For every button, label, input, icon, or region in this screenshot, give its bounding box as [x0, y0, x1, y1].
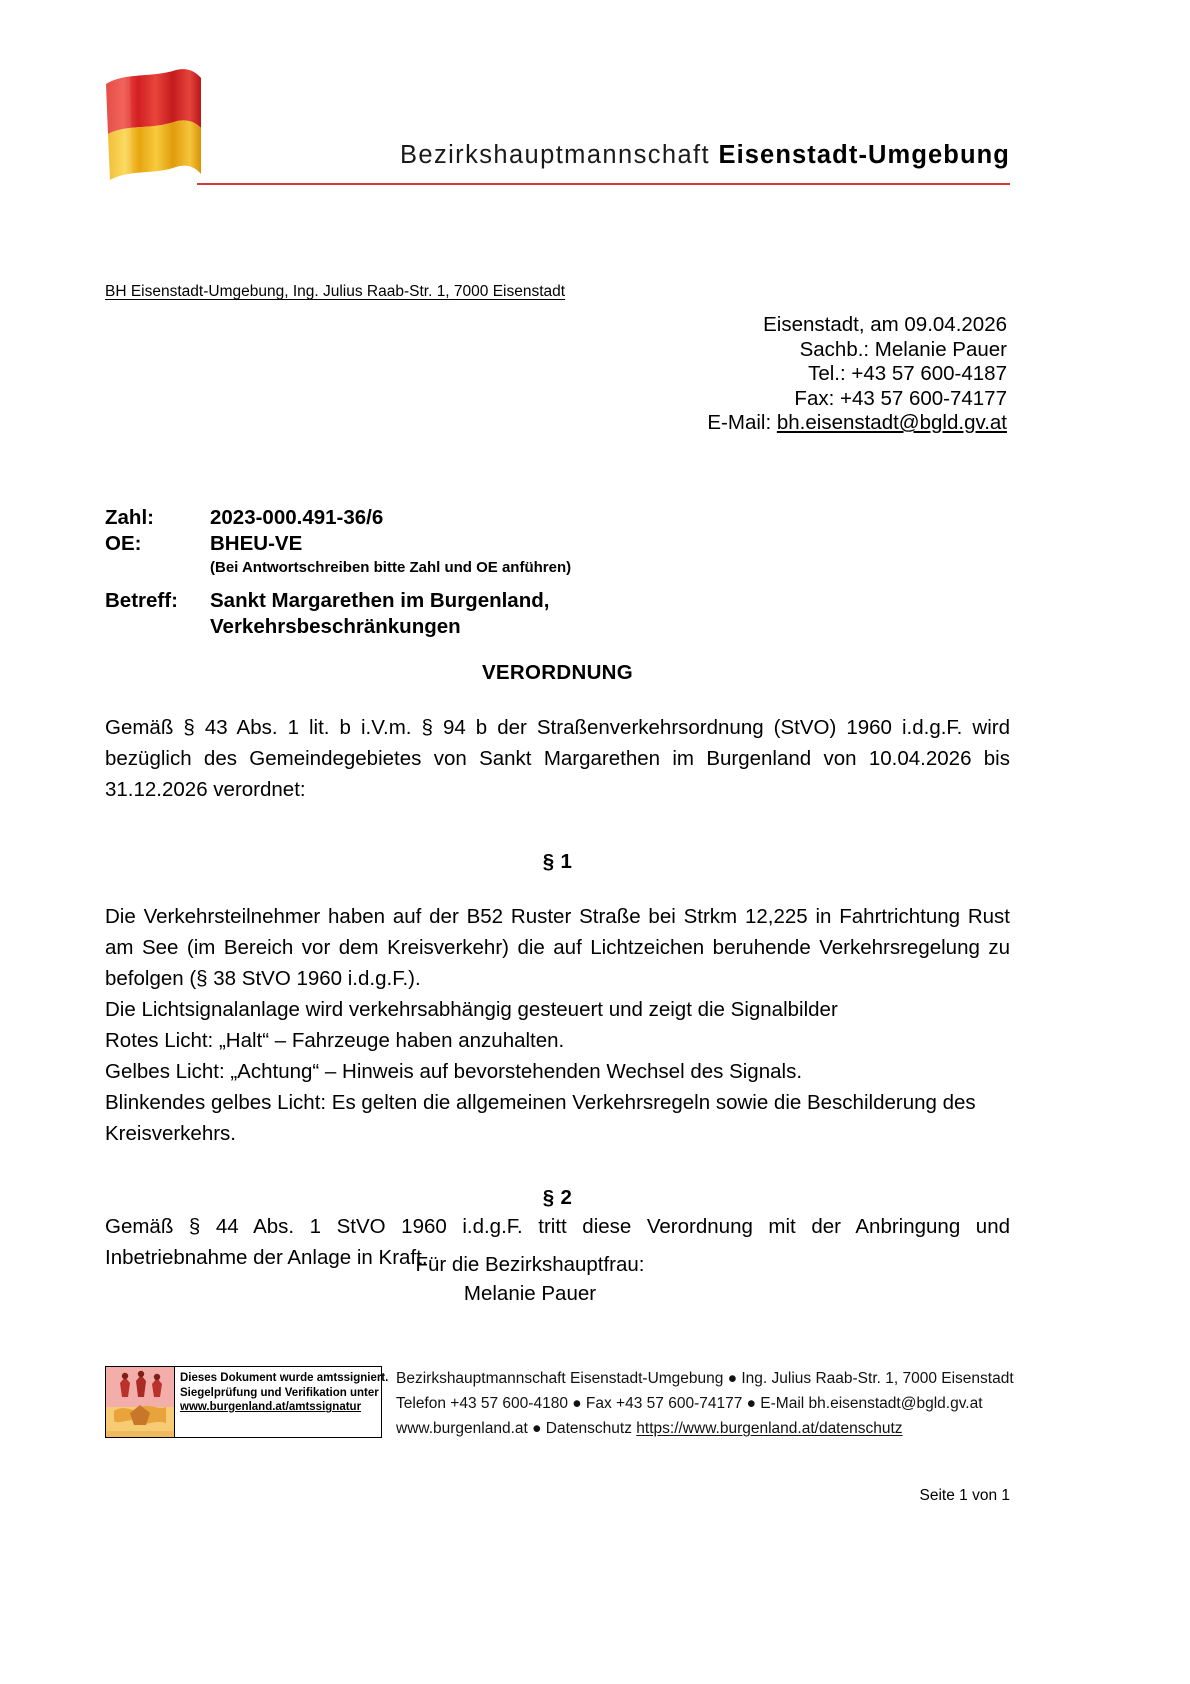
- footer-contact: [382, 1366, 1014, 1441]
- signal-line-blinking-yellow: Blinkendes gelbes Licht: Es gelten die allgemeinen Verkehrsregeln sowie die Beschilderung des Kreisverkehrs.: [105, 1091, 976, 1145]
- footer-contact-line-1: Bezirkshauptmannschaft Eisenstadt-Umgebung ● Ing. Julius Raab-Str. 1, 7000 Eisenstadt: [396, 1370, 1014, 1387]
- return-address: BH Eisenstadt-Umgebung, Ing. Julius Raab-Str. 1, 7000 Eisenstadt: [105, 283, 566, 300]
- footer-contact-line-3: [396, 1416, 1014, 1441]
- document-body: [105, 660, 1010, 1273]
- privacy-policy-link[interactable]: https://www.burgenland.at/datenschutz: [636, 1420, 903, 1437]
- zahl-label: Zahl:: [105, 506, 154, 529]
- signal-line-intro: Die Lichtsignalanlage wird verkehrsabhängig gesteuert und zeigt die Signalbilder: [105, 998, 838, 1021]
- signature-block: [0, 1250, 1060, 1308]
- signature-line-1: Für die Bezirkshauptfrau:: [415, 1253, 645, 1276]
- amtssignatur-line-1: Dieses Dokument wurde amtssigniert.: [180, 1372, 389, 1384]
- amtssignatur-text: [175, 1367, 392, 1437]
- email-link[interactable]: bh.eisenstadt@bgld.gv.at: [776, 411, 1007, 434]
- amtssignatur-line-3[interactable]: www.burgenland.at/amtssignatur: [180, 1401, 362, 1414]
- section-1-title: § 1: [542, 850, 573, 873]
- page-number: Seite 1 von 1: [919, 1487, 1010, 1504]
- phone-number: Tel.: +43 57 600-4187: [808, 362, 1007, 385]
- signature-line-2: Melanie Pauer: [463, 1282, 597, 1305]
- footer-website-text: www.burgenland.at ● Datenschutz: [396, 1420, 637, 1437]
- reference-row-zahl: [105, 505, 1005, 531]
- signal-line-yellow: Gelbes Licht: „Achtung“ – Hinweis auf bevorstehenden Wechsel des Signals.: [105, 1060, 803, 1083]
- betreff-label: Betreff:: [105, 589, 178, 612]
- signal-line-red: Rotes Licht: „Halt“ – Fahrzeuge haben anzuhalten.: [105, 1029, 565, 1052]
- clerk-name: Sachb.: Melanie Pauer: [799, 337, 1007, 361]
- footer-contact-line-2: Telefon +43 57 600-4180 ● Fax +43 57 600-74177 ● E-Mail bh.eisenstadt@bgld.gv.at: [396, 1395, 983, 1412]
- intro-paragraph: Gemäß § 43 Abs. 1 lit. b i.V.m. § 94 b der Straßenverkehrsordnung (StVO) 1960 i.d.g.F. wird bezüglich des Gemeindegebietes von Sankt Margarethen im Burgenland von 10.04.2026 bis 31.12.2026 verordnet:: [105, 716, 1010, 801]
- document-footer: [105, 1366, 1014, 1441]
- email-row: [367, 411, 1007, 436]
- betreff-value: [210, 588, 549, 640]
- document-header: [0, 0, 1190, 200]
- section-1-paragraph: Die Verkehrsteilnehmer haben auf der B52 Ruster Straße bei Strkm 12,225 in Fahrtrichtung Rust am See (im Bereich vor dem Kreisverkehr) die auf Lichtzeichen beruhende Verkehrsregelung zu befolgen (§ 38 StVO 1960 i.d.g.F.).: [105, 905, 1010, 990]
- betreff-line-1: Sankt Margarethen im Burgenland,: [210, 589, 550, 612]
- place-and-date: Eisenstadt, am 09.04.2026: [763, 313, 1007, 336]
- burgenland-flag-icon: [100, 62, 208, 184]
- fax-number: Fax: +43 57 600-74177: [794, 386, 1007, 410]
- reference-row-betreff: [105, 588, 1005, 640]
- oe-label: OE:: [105, 532, 142, 555]
- oe-value: BHEU-VE: [210, 532, 303, 555]
- section-2-paragraph: Gemäß § 44 Abs. 1 StVO 1960 i.d.g.F. tritt diese Verordnung mit der Anbringung und Inbetriebnahme der Anlage in Kraft.: [105, 1215, 1010, 1269]
- amtssignatur-line-2: Siegelprüfung und Verifikation unter: [180, 1386, 379, 1399]
- organization-title: [300, 140, 1010, 170]
- section-1-signal-lines: [105, 994, 1010, 1149]
- amtssignatur-box: [105, 1366, 389, 1438]
- document-title: VERORDNUNG: [481, 661, 634, 684]
- reference-block: [105, 505, 1005, 640]
- reference-note: (Bei Antwortschreiben bitte Zahl und OE anführen): [210, 559, 572, 576]
- organization-prefix: Bezirkshauptmannschaft: [399, 141, 719, 169]
- header-divider: [197, 183, 1010, 185]
- email-label: E-Mail:: [707, 411, 777, 434]
- reference-row-oe: [105, 531, 1005, 557]
- contact-block: [367, 313, 1007, 436]
- betreff-line-2: Verkehrsbeschränkungen: [210, 615, 461, 638]
- section-2-title: § 2: [542, 1186, 573, 1209]
- amtssignatur-seal-icon: [106, 1367, 175, 1437]
- organization-name: Eisenstadt-Umgebung: [718, 141, 1010, 169]
- zahl-value: 2023-000.491-36/6: [210, 506, 384, 529]
